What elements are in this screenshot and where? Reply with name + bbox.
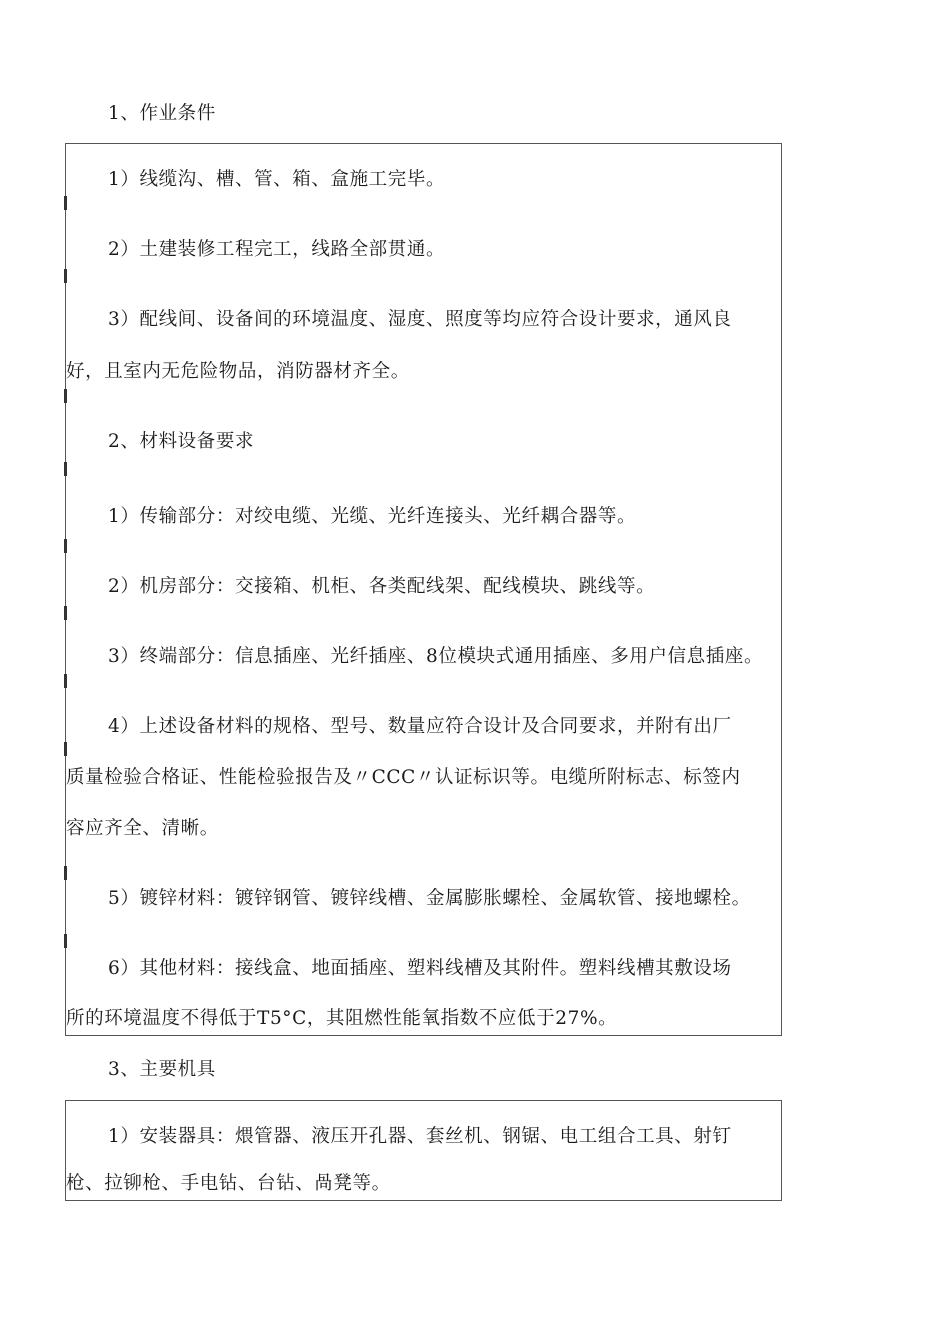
s1-item-2: 2）土建装修工程完工，线路全部贯通。 [108, 239, 446, 260]
section-1-heading: 1、作业条件 [108, 103, 216, 124]
s2-item-4: 4）上述设备材料的规格、型号、数量应符合设计及合同要求，并附有出厂 [108, 716, 732, 737]
s2-item-1: 1）传输部分：对绞电缆、光缆、光纤连接头、光纤耦合器等。 [108, 506, 637, 527]
s1-item-3: 3）配线间、设备间的环境温度、湿度、照度等均应符合设计要求，通风良 [108, 309, 732, 330]
margin-tick [64, 742, 67, 756]
s2-item-6: 6）其他材料：接线盒、地面插座、塑料线槽及其附件。塑料线槽其敷设场 [108, 958, 732, 979]
margin-tick [64, 196, 67, 210]
margin-tick [64, 539, 67, 553]
s3-item-1: 1）安装器具：煨管器、液压开孔器、套丝机、钢锯、电工组合工具、射钉 [108, 1126, 732, 1147]
margin-tick [64, 389, 67, 403]
margin-tick [64, 462, 67, 476]
s1-item-3-cont: 好，且室内无危险物品，消防器材齐全。 [66, 361, 410, 382]
margin-tick [64, 866, 67, 880]
margin-tick [64, 269, 67, 283]
s2-item-4-cont: 质量检验合格证、性能检验报告及〃CCC〃认证标识等。电缆所附标志、标签内 [66, 767, 741, 788]
s2-item-5: 5）镀锌材料：镀锌钢管、镀锌线槽、金属膨胀螺栓、金属软管、接地螺栓。 [108, 888, 751, 909]
s2-item-6-cont: 所的环境温度不得低于T5°C，其阻燃性能氧指数不应低于27%。 [66, 1008, 618, 1029]
s3-item-1-cont: 枪、拉铆枪、手电钻、台钻、咼凳等。 [66, 1173, 391, 1194]
section-3-heading: 3、主要机具 [108, 1059, 216, 1080]
margin-tick [64, 674, 67, 688]
section-2-heading: 2、材料设备要求 [108, 431, 255, 452]
margin-tick [64, 606, 67, 620]
s2-item-4-cont2: 容应齐全、清晰。 [66, 818, 219, 839]
s2-item-3: 3）终端部分：信息插座、光纤插座、8位模块式通用插座、多用户信息插座。 [108, 646, 764, 667]
s1-item-1: 1）线缆沟、槽、管、箱、盒施工完毕。 [108, 169, 446, 190]
s2-item-2: 2）机房部分：交接箱、机柜、各类配线架、配线模块、跳线等。 [108, 576, 656, 597]
margin-tick [64, 934, 67, 948]
